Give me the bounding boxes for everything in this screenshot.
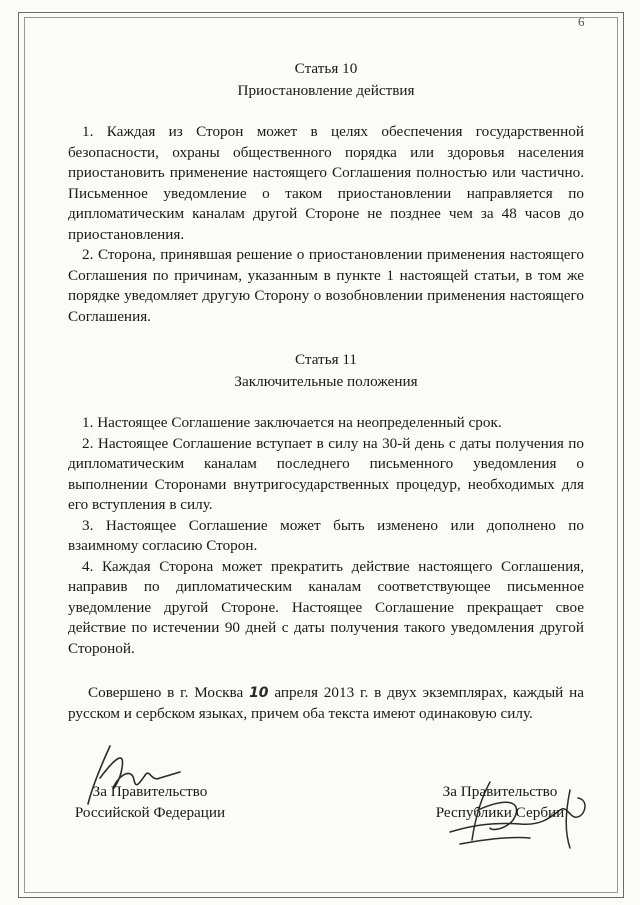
signatory-left-line2: Российской Федерации (74, 804, 226, 821)
article-11-subtitle: Заключительные положения (234, 373, 418, 390)
page-number: 6 (578, 14, 585, 29)
article-11-paragraph-3: 3. Настоящее Соглашение может быть изменено или дополнено по взаимному согласию Сторон. (68, 516, 584, 554)
signatory-right-line2: Республики Сербии (435, 804, 565, 821)
closing-place: Совершено в г. Москва (88, 684, 244, 701)
signature-block-right (400, 781, 600, 823)
signatory-right-line1: За Правительство (442, 783, 558, 800)
signature-block-left (50, 781, 250, 823)
closing-rest: апреля 2013 г. в двух экземплярах, каждый на русском и сербском языках, причем оба текста имеют одинаковую силу. (68, 684, 585, 722)
article-11-paragraph-2: 2. Настоящее Соглашение вступает в силу на 30-й день с даты получения по дипломатическим каналам последнего письменного уведомления о выполнении Сторонами внутригосударственных процедур, необходимых для его вступления в силу. (68, 434, 584, 513)
article-11-paragraph-1: 1. Настоящее Соглашение заключается на неопределенный срок. (82, 414, 502, 431)
signatory-left-line1: За Правительство (92, 783, 208, 800)
article-10-title: Статья 10 (294, 60, 358, 77)
handwritten-date: 10 (249, 685, 269, 701)
article-10-paragraph-2: 2. Сторона, принявшая решение о приостановлении применения настоящего Соглашения по причинам, указанным в пункте 1 настоящей статьи, в том же порядке уведомляет другую Сторону о возобновлении применения настоящего Соглашения. (68, 246, 584, 325)
article-11-title: Статья 11 (294, 351, 358, 368)
article-11-paragraph-4: 4. Каждая Сторона может прекратить действие настоящего Соглашения, направив по дипломатическим каналам соответствующее письменное уведомление другой Стороне. Настоящее Соглашение прекращает свое действие по истечении 90 дней с даты получения такого уведомления другой Стороной. (68, 557, 584, 657)
article-10-paragraph-1: 1. Каждая из Сторон может в целях обеспечения государственной безопасности, охраны общественного порядка или здоровья населения приостановить применение настоящего Соглашения полностью или частично. Письменное уведомление о таком приостановлении направляется по дипломатическим каналам другой Стороне не позднее чем за 48 часов до приостановления. (68, 123, 584, 243)
article-10-subtitle: Приостановление действия (237, 82, 415, 99)
document-body (68, 58, 584, 739)
closing-statement (68, 683, 584, 724)
section-gap (68, 327, 584, 349)
